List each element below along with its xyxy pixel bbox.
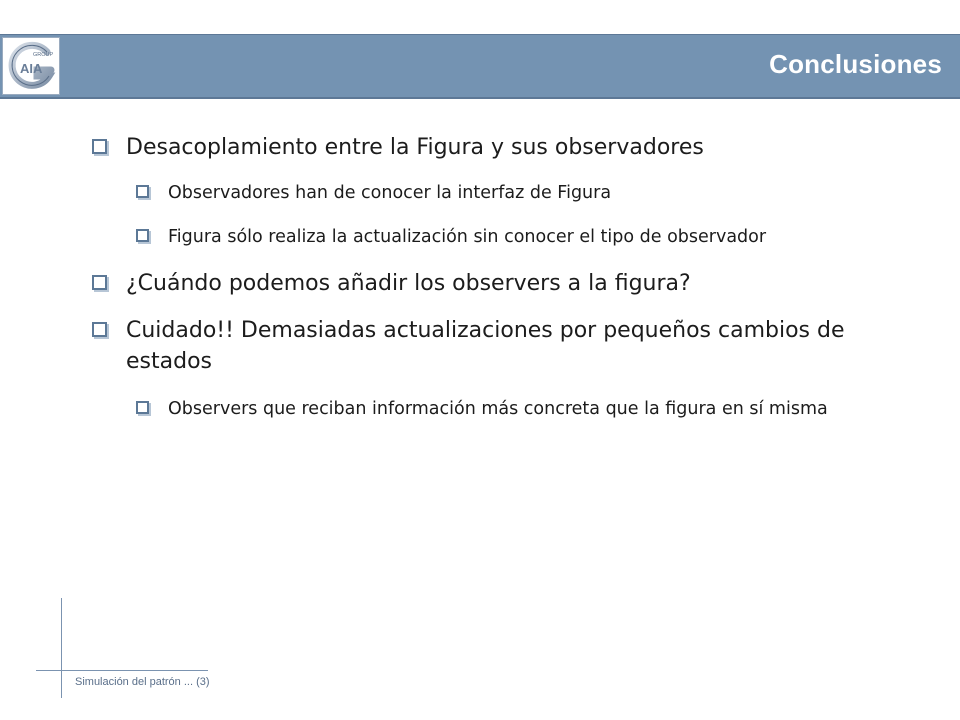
bullet-item xyxy=(92,132,912,163)
square-bullet-icon xyxy=(92,139,107,154)
bullet-text: ¿Cuándo podemos añadir los observers a la figura? xyxy=(126,271,691,296)
logo-text-main: AIA xyxy=(20,61,43,76)
sub-bullet-text: Observers que reciban información más concreta que la figura en sí misma xyxy=(168,399,828,419)
header-bar xyxy=(0,34,960,99)
sub-bullet-item xyxy=(136,180,906,206)
bullet-text: Desacoplamiento entre la Figura y sus observadores xyxy=(126,135,704,160)
sub-bullet-text: Observadores han de conocer la interfaz de Figura xyxy=(168,183,612,203)
bullet-text: Cuidado!! Demasiadas actualizaciones por pequeños cambios de estados xyxy=(126,318,845,374)
logo-text-top: GROUP xyxy=(33,52,54,58)
sub-bullet-item xyxy=(136,396,906,422)
square-bullet-icon xyxy=(92,275,107,290)
square-bullet-icon xyxy=(92,322,107,337)
bullet-item xyxy=(92,315,912,377)
square-bullet-icon xyxy=(136,185,149,198)
page-title: Conclusiones xyxy=(769,49,942,79)
footer-vertical-rule xyxy=(61,598,62,698)
square-bullet-icon xyxy=(136,401,149,414)
sub-bullet-text: Figura sólo realiza la actualización sin conocer el tipo de observador xyxy=(168,227,767,247)
bullet-item xyxy=(92,268,912,299)
gaia-logo-icon xyxy=(3,38,59,94)
logo xyxy=(2,37,60,95)
footer-text: Simulación del patrón ... (3) xyxy=(75,676,210,688)
sub-bullet-item xyxy=(136,224,906,250)
footer-horizontal-rule xyxy=(36,670,208,671)
square-bullet-icon xyxy=(136,229,149,242)
